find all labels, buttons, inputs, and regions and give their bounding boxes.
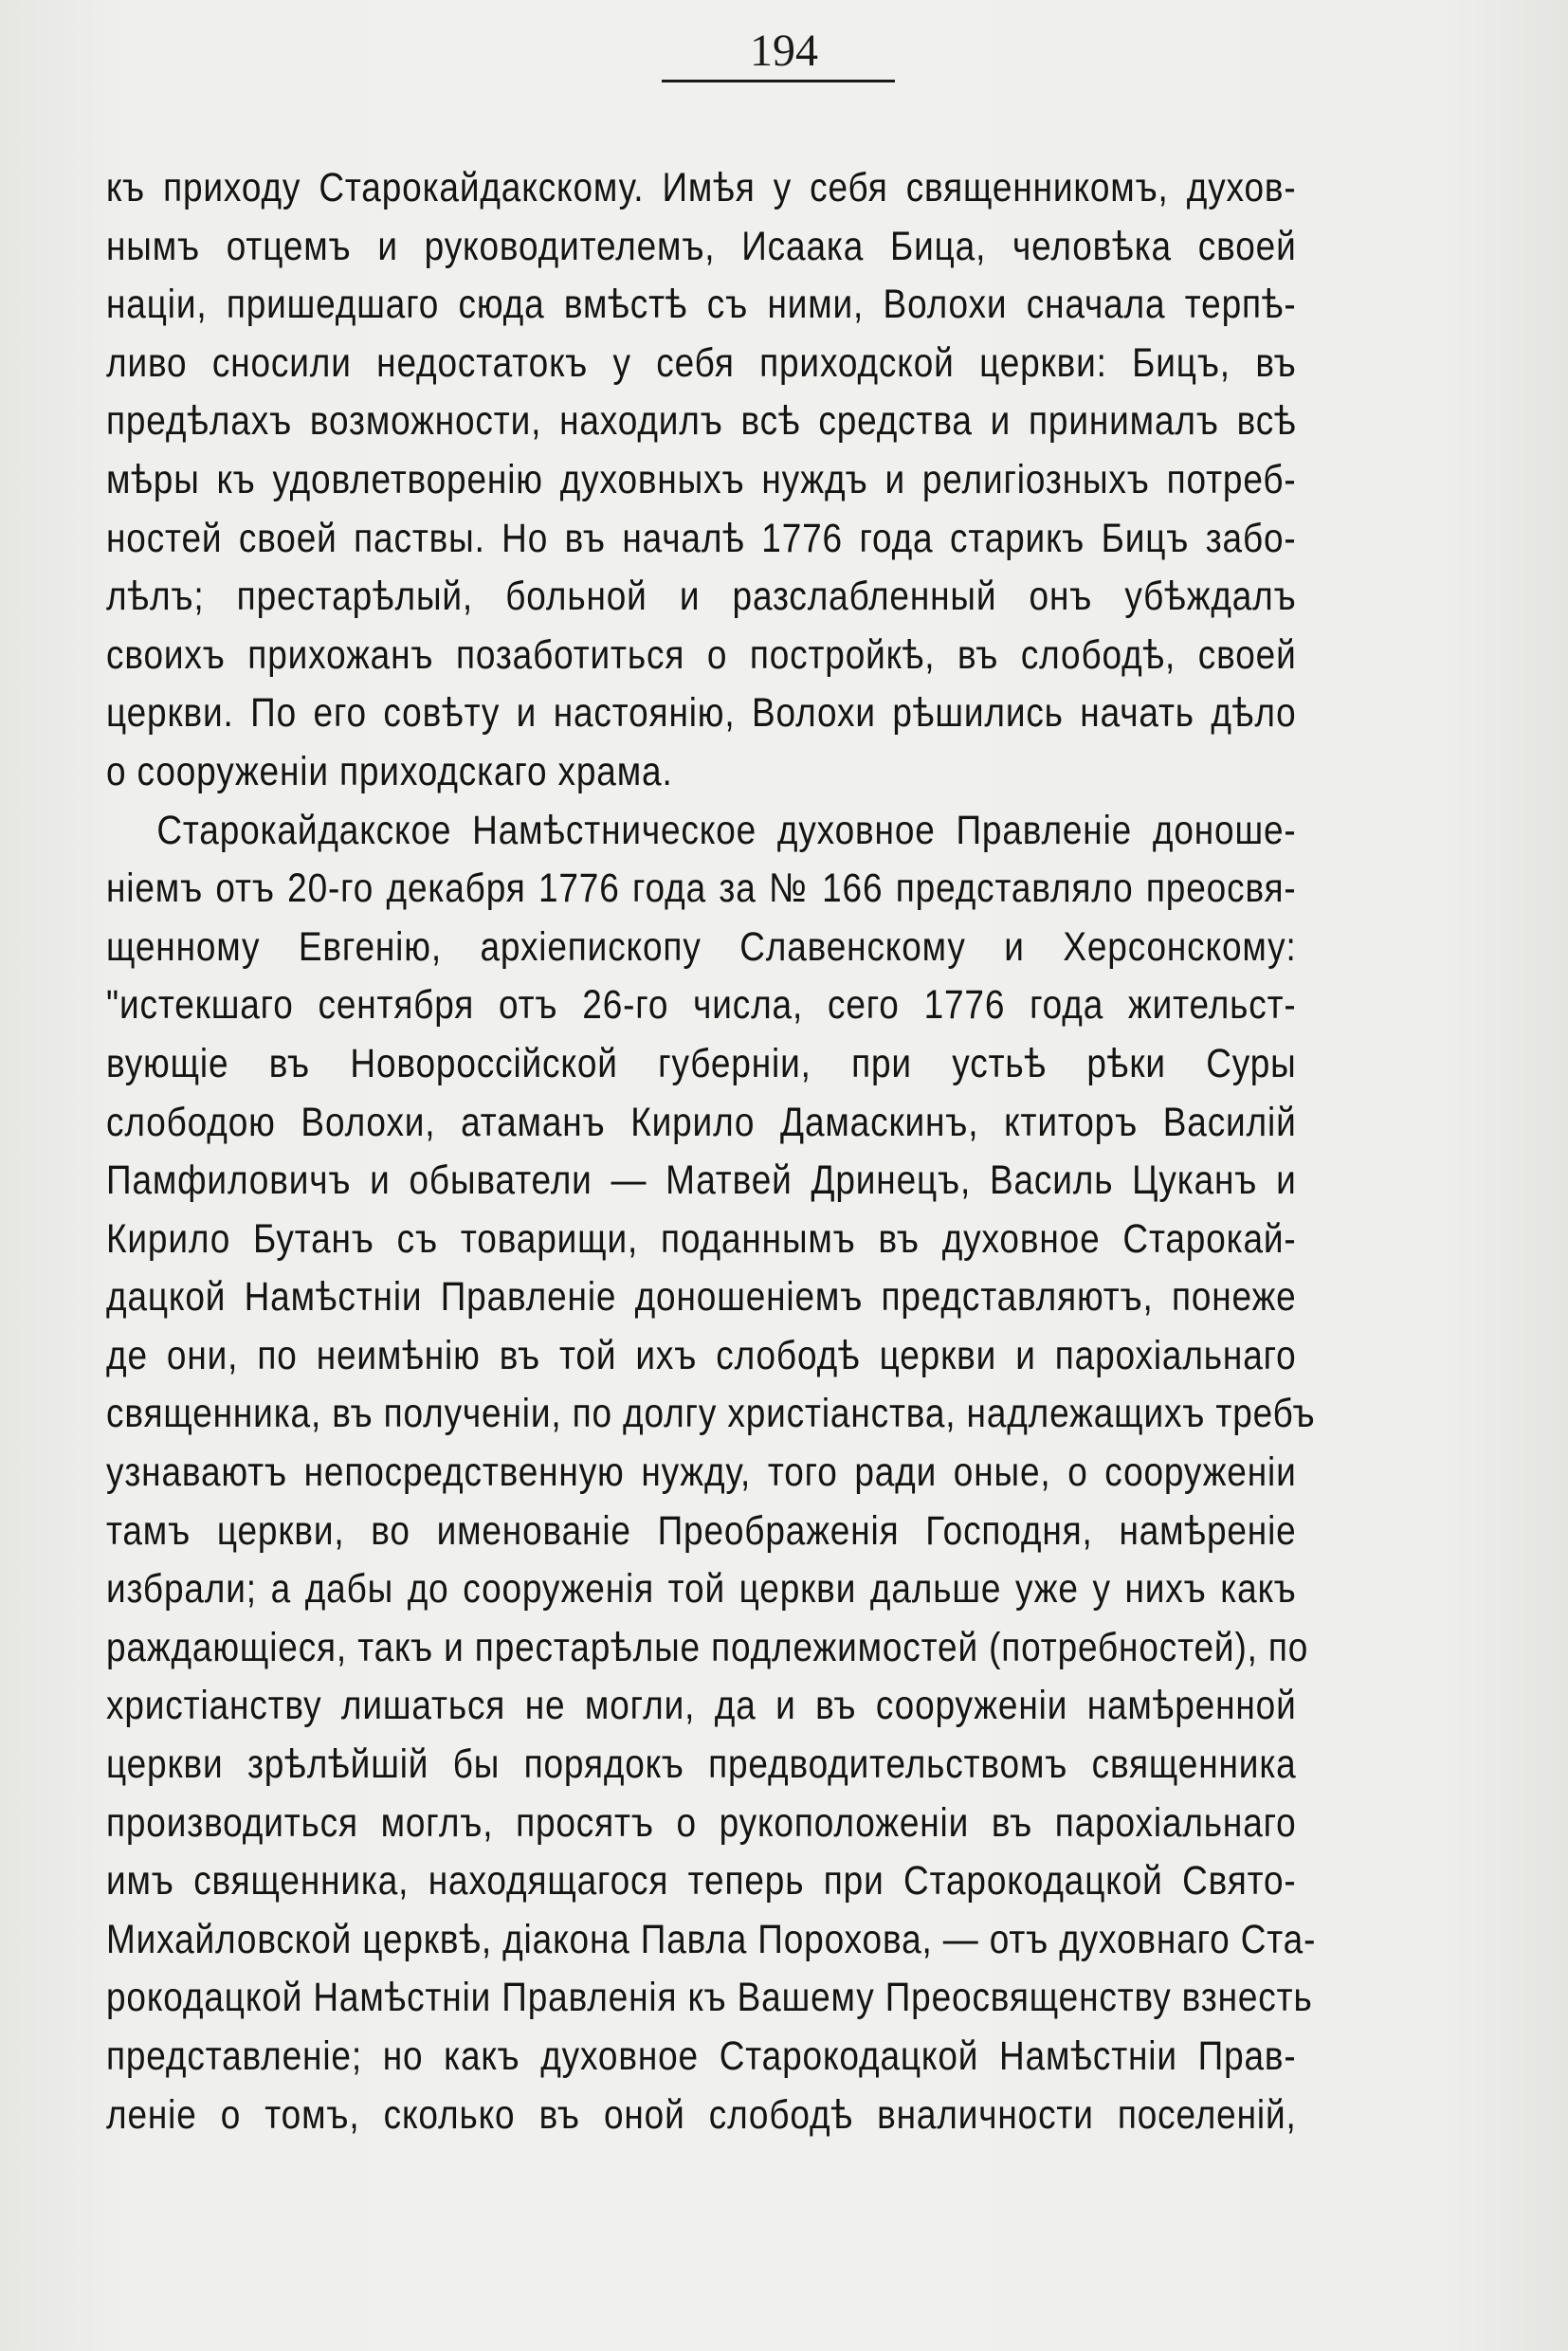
paragraph-1 bbox=[106, 159, 1297, 802]
text-line: рокодацкой Намѣстніи Правленія къ Вашему Преосвященству взнесть bbox=[106, 1975, 1313, 2021]
text-line: лѣлъ; престарѣлый, больной и разслабленный онъ убѣждалъ bbox=[106, 574, 1297, 620]
text-line: Кирило Бутанъ съ товарищи, поданнымъ въ духовное Старокай- bbox=[106, 1215, 1297, 1262]
header-rule bbox=[662, 80, 895, 82]
text-line: націи, пришедшаго сюда вмѣстѣ съ ними, Волохи сначала терпѣ- bbox=[106, 282, 1297, 328]
text-line: Михайловской церквѣ, діакона Павла Порохова, — отъ духовнаго Ста- bbox=[106, 1916, 1317, 1962]
text-line: тамъ церкви, во именованіе Преображенія Господня, намѣреніе bbox=[106, 1507, 1297, 1554]
text-line: церкви. По его совѣту и настоянію, Волохи рѣшились начать дѣло bbox=[106, 690, 1297, 737]
text-line: Старокайдакское Намѣстническое духовное Правленіе доноше- bbox=[156, 807, 1297, 853]
text-line: священника, въ полученіи, по долгу христіанства, надлежащихъ требъ bbox=[106, 1391, 1316, 1437]
text-line: производиться моглъ, просятъ о рукоположеніи въ парохіальнаго bbox=[106, 1799, 1297, 1846]
text-line: представленіе; но какъ духовное Старокодацкой Намѣстніи Прав- bbox=[106, 2033, 1297, 2079]
text-line: Памфиловичъ и обыватели — Матвей Дринецъ, Василь Цуканъ и bbox=[106, 1157, 1297, 1204]
text-line: избрали; а дабы до сооруженія той церкви дальше уже у нихъ какъ bbox=[106, 1566, 1297, 1613]
text-line: къ приходу Старокайдакскому. Имѣя у себя священникомъ, духов- bbox=[106, 165, 1297, 210]
text-line: ливо сносили недостатокъ у себя приходской церкви: Бицъ, въ bbox=[106, 339, 1297, 386]
text-line: щенному Евгенію, архіепископу Славенскому и Херсонскому: bbox=[106, 923, 1297, 970]
text-line: слободою Волохи, атаманъ Кирило Дамаскинъ, ктиторъ Василій bbox=[106, 1099, 1297, 1145]
text-line: своихъ прихожанъ позаботиться о постройкѣ, въ слободѣ, своей bbox=[106, 631, 1297, 678]
page-number: 194 bbox=[750, 26, 818, 76]
text-line: имъ священника, находящагося теперь при Старокодацкой Свято- bbox=[106, 1858, 1297, 1904]
text-line: о сооруженіи приходскаго храма. bbox=[106, 748, 673, 794]
text-line: вующіе въ Новороссійской губерніи, при устьѣ рѣки Суры bbox=[106, 1040, 1297, 1086]
text-line: христіанству лишаться не могли, да и въ сооруженіи намѣренной bbox=[106, 1683, 1297, 1729]
text-line: ностей своей паствы. Но въ началѣ 1776 года старикъ Бицъ забо- bbox=[106, 515, 1297, 561]
text-line: де они, по неимѣнію въ той ихъ слободѣ церкви и парохіальнаго bbox=[106, 1332, 1297, 1378]
text-line: "истекшаго сентября отъ 26-го числа, сего 1776 года жительст- bbox=[106, 982, 1297, 1029]
text-line: мѣры къ удовлетворенію духовныхъ нуждъ и религіозныхъ потреб- bbox=[106, 456, 1297, 502]
text-line: леніе о томъ, сколько въ оной слободѣ вналичности поселеній, bbox=[106, 2091, 1297, 2138]
text-line: нымъ отцемъ и руководителемъ, Исаака Бица, человѣка своей bbox=[106, 223, 1297, 269]
text-line: дацкой Намѣстніи Правленіе доношеніемъ представляютъ, понеже bbox=[106, 1274, 1297, 1321]
text-line: ніемъ отъ 20-го декабря 1776 года за № 166 представляло преосвя- bbox=[106, 866, 1297, 912]
text-line: узнаваютъ непосредственную нужду, того ради оные, о сооруженіи bbox=[106, 1449, 1297, 1496]
text-body bbox=[106, 159, 1317, 2144]
paragraph-2 bbox=[106, 802, 1317, 2145]
text-line: церкви зрѣлѣйшій бы порядокъ предводительствомъ священника bbox=[106, 1741, 1297, 1788]
text-line: раждающіеся, такъ и престарѣлые подлежимостей (потребностей), по bbox=[106, 1624, 1309, 1670]
text-line: предѣлахъ возможности, находилъ всѣ средства и принималъ всѣ bbox=[106, 398, 1297, 445]
